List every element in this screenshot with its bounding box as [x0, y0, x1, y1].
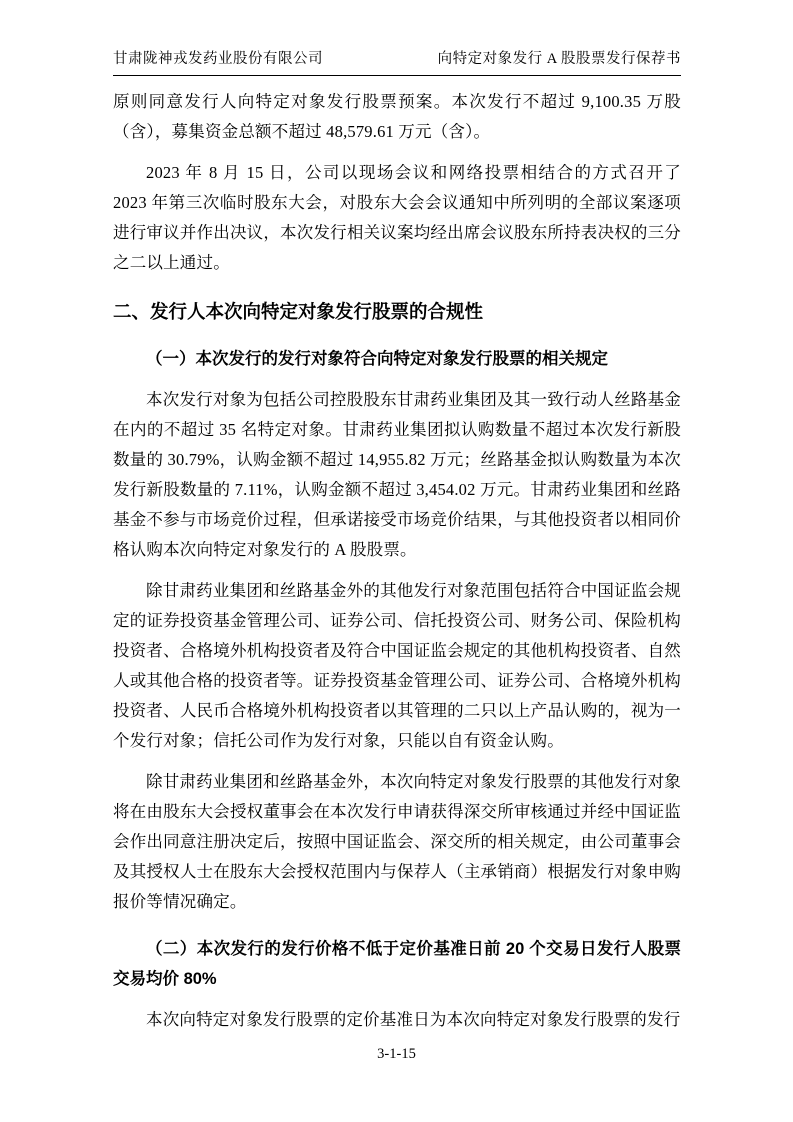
paragraph-other-target-scope: 除甘肃药业集团和丝路基金外的其他发行对象范围包括符合中国证监会规定的证券投资基金管理公司、证券公司、信托投资公司、财务公司、保险机构投资者、合格境外机构投资者及符合中国证监会规定的其他机构投资者、自然人或其他合格的投资者等。证券投资基金管理公司、证券公司、合格境外机构投资者、人民币合格境外机构投资者以其管理的二只以上产品认购的，视为一个发行对象；信托公司作为发行对象，只能以自有资金认购。: [113, 581, 681, 750]
paragraph-issuance-plan: 原则同意发行人向特定对象发行股票预案。本次发行不超过 9,100.35 万股（含），募集资金总额不超过 48,579.61 万元（含）。: [113, 92, 681, 141]
section-heading-compliance: 二、发行人本次向特定对象发行股票的合规性: [113, 301, 484, 322]
subsection-heading-issue-targets: （一）本次发行的发行对象符合向特定对象发行股票的相关规定: [146, 350, 608, 368]
paragraph-target-determination: 除甘肃药业集团和丝路基金外，本次向特定对象发行股票的其他发行对象将在由股东大会授权董事会在本次发行申请获得深交所审核通过并经中国证监会作出同意注册决定后，按照中国证监会、深交所的相关规定，由公司董事会及其授权人士在股东大会授权范围内与保荐人（主承销商）根据发行对象申购报价等情况确定。: [113, 772, 681, 911]
subsection-heading-pricing: （二）本次发行的发行价格不低于定价基准日前 20 个交易日发行人股票交易均价 80%: [113, 940, 681, 988]
page-header: [113, 48, 681, 76]
paragraph-shareholder-meeting: 2023 年 8 月 15 日，公司以现场会议和网络投票相结合的方式召开了 2023 年第三次临时股东大会，对股东大会会议通知中所列明的全部议案逐项进行审议并作出决议，本次发行相关议案均经出席会议股东所持表决权的三分之二以上通过。: [113, 163, 681, 272]
header-company-name: 甘肃陇神戎发药业股份有限公司: [113, 51, 323, 67]
paragraph-subscription-details: 本次发行对象为包括公司控股股东甘肃药业集团及其一致行动人丝路基金在内的不超过 35 名特定对象。甘肃药业集团拟认购数量不超过本次发行新股数量的 30.79%，认购金额不超过 14,955.82 万元；丝路基金拟认购数量为本次发行新股数量的 7.11%，认购金额不超过 3,454.02 万元。甘肃药业集团和丝路基金不参与市场竞价过程，但承诺接受市场竞价结果，与其他投资者以相同价格认购本次向特定对象发行的 A 股股票。: [113, 390, 681, 559]
paragraph-pricing-base-date: 本次向特定对象发行股票的定价基准日为本次向特定对象发行股票的发行: [146, 1010, 681, 1029]
header-doc-title: 向特定对象发行 A 股股票发行保荐书: [437, 51, 681, 67]
page-number: 3-1-15: [377, 1046, 416, 1062]
document-body: [113, 87, 681, 1035]
page-footer: [0, 1044, 793, 1064]
